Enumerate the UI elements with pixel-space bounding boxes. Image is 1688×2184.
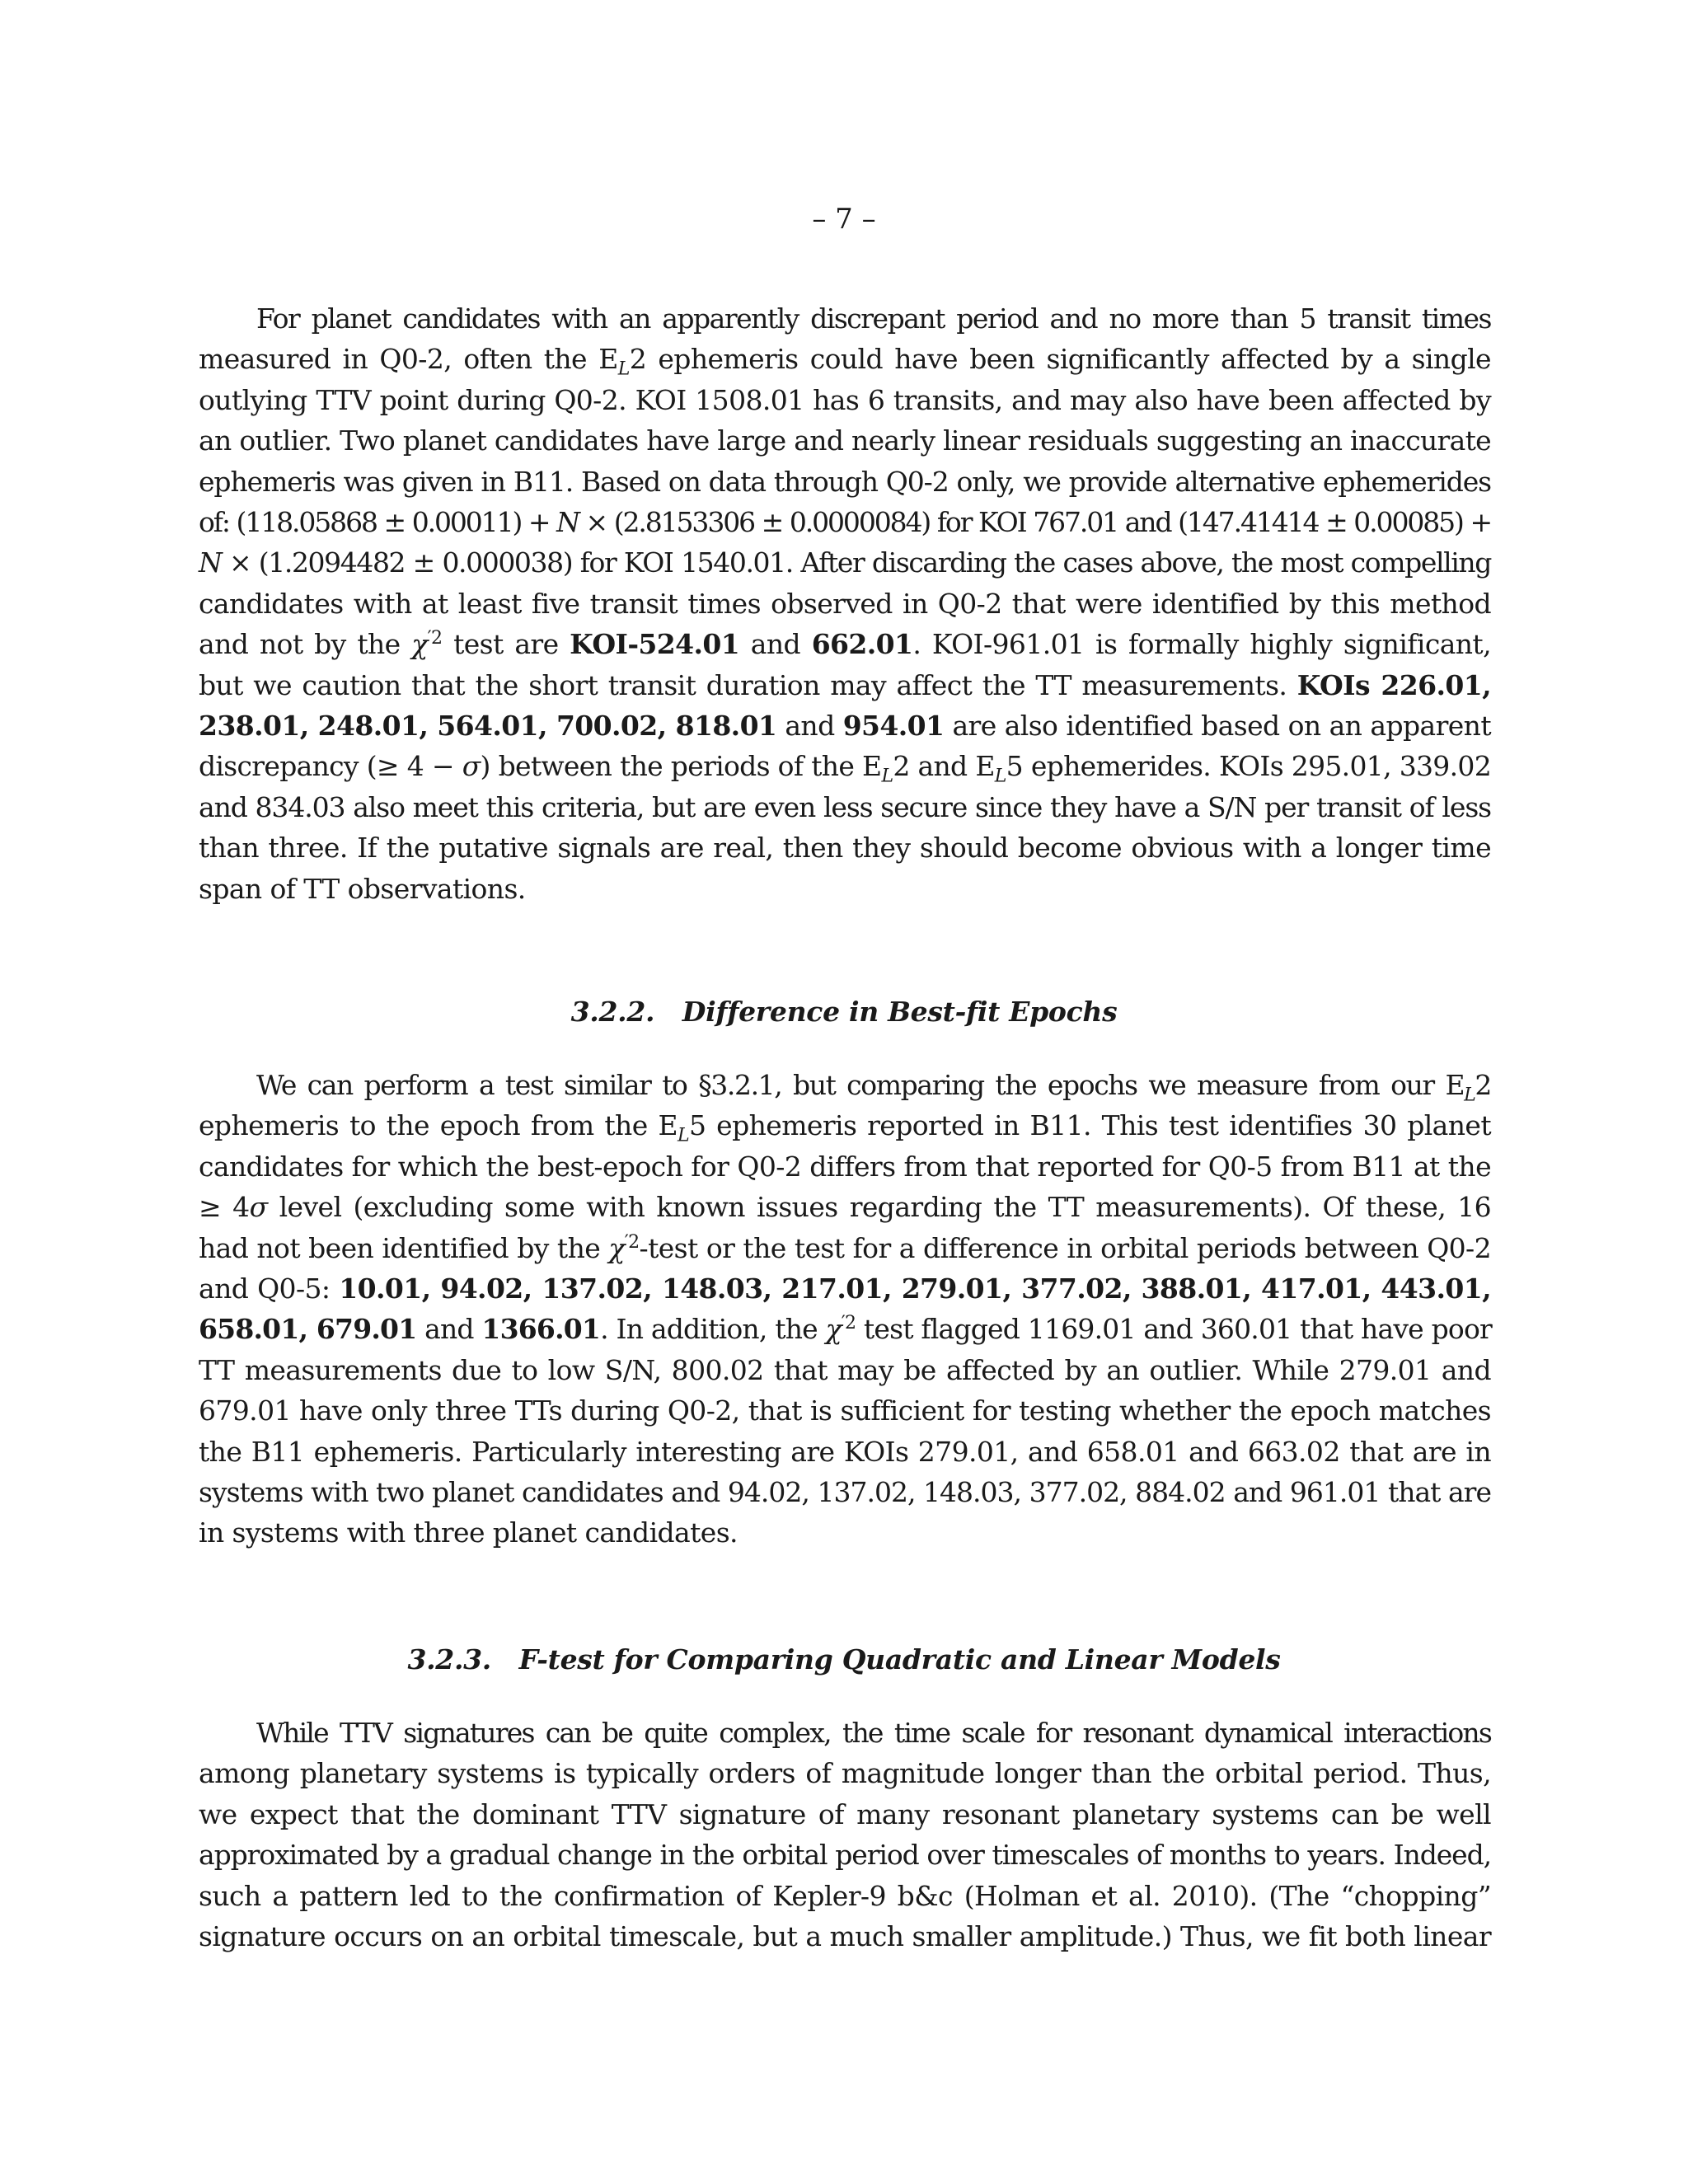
math-variable: χ (608, 1231, 625, 1264)
section-number: 3.2.3. (407, 1643, 491, 1675)
text-line (199, 705, 1491, 746)
text-run: We can perform a test similar to §3.2.1, but comparing the epochs we measure from our E (256, 1069, 1465, 1101)
math-variable: σ (249, 1191, 268, 1224)
text-run: 5 ephemeris reported in B11. This test identifies 30 planet (688, 1109, 1491, 1142)
math-subscript: L (881, 766, 893, 788)
text-run: candidates with at least five transit times observed in Q0-2 that were identified by this method (199, 587, 1491, 620)
text-run: 679.01 have only three TTs during Q0-2, that is sufficient for testing whether the epoch matches (199, 1394, 1491, 1427)
text-run: approximated by a gradual change in the orbital period over timescales of months to years. Indeed, (199, 1839, 1491, 1872)
text-line (199, 542, 1491, 583)
text-line (199, 746, 1491, 786)
text-run: test flagged 1169.01 and 360.01 that have poor (856, 1313, 1493, 1346)
text-line (199, 462, 1491, 502)
text-run: 2 ephemeris could have been significantly affected by a single (629, 343, 1491, 376)
math-variable: N (556, 506, 579, 539)
text-line (199, 1187, 1491, 1227)
paragraph-1 (199, 298, 1491, 909)
math-variable: σ (462, 750, 481, 783)
text-run: 5 ephemerides. KOIs 295.01, 339.02 (1006, 750, 1491, 783)
text-run: than three. If the putative signals are real, then they should become obvious with a longer time (199, 832, 1491, 865)
section-title: Difference in Best-fit Epochs (682, 996, 1118, 1028)
text-line (199, 502, 1491, 542)
text-line (199, 583, 1491, 624)
bold-koi-list: 10.01, 94.02, 137.02, 148.03, 217.01, 279.01, 377.02, 388.01, 417.01, 443.01, (339, 1272, 1491, 1305)
text-run: of: (118.05868 ± 0.00011) + (199, 506, 557, 539)
text-run: and (416, 1313, 482, 1346)
text-run: in systems with three planet candidates. (199, 1516, 738, 1549)
text-run: had not been identified by the (199, 1231, 609, 1264)
math-subscript: L (677, 1126, 689, 1146)
text-line (199, 1916, 1491, 1957)
text-run: but we caution that the short transit duration may affect the TT measurements. (199, 668, 1297, 701)
text-line (199, 624, 1491, 664)
text-line (199, 1713, 1491, 1753)
math-subscript: L (994, 766, 1006, 788)
text-run: TT measurements due to low S/N, 800.02 that may be affected by an outlier. While 279.01 and (199, 1353, 1491, 1386)
text-run: an outlier. Two planet candidates have large and nearly linear residuals suggesting an inaccurate (199, 424, 1491, 457)
math-variable: N (199, 546, 222, 579)
text-run: span of TT observations. (199, 872, 526, 905)
paragraph-2 (199, 1065, 1491, 1554)
text-line (199, 339, 1491, 379)
text-run: we expect that the dominant TTV signature of many resonant planetary systems can be well (199, 1797, 1491, 1830)
bold-koi: 238.01, 248.01, 564.01, 700.02, 818.01 (199, 710, 777, 743)
text-run: outlying TTV point during Q0-2. KOI 1508.01 has 6 transits, and may also have been affected by (199, 383, 1491, 416)
section-number: 3.2.2. (570, 996, 655, 1028)
text-run: and Q0-5: (199, 1272, 340, 1305)
text-run: and 834.03 also meet this criteria, but are even less secure since they have a S/N per transit of less (199, 790, 1491, 823)
text-line (199, 1309, 1491, 1349)
text-run: ) between the periods of the E (480, 750, 882, 783)
text-line (199, 1228, 1491, 1268)
text-run: candidates for which the best-epoch for Q0-2 differs from that reported for Q0-5 from B11 at the (199, 1150, 1491, 1183)
bold-koi-list: 658.01, 679.01 (199, 1313, 417, 1346)
text-run: 2 and E (893, 750, 995, 783)
text-line (199, 380, 1491, 420)
text-line (199, 1512, 1491, 1553)
section-title: -test for Comparing Quadratic and Linear Models (537, 1643, 1281, 1675)
text-run: are also identified based on an apparent (944, 710, 1492, 743)
text-line (199, 1753, 1491, 1793)
section-heading-3-2-2 (0, 996, 1688, 1029)
text-line (199, 1268, 1491, 1309)
text-line (199, 1146, 1491, 1187)
text-line (199, 1794, 1491, 1835)
text-run: among planetary systems is typically orders of magnitude longer than the orbital period. Thus, (199, 1757, 1491, 1790)
bold-koi: 662.01 (811, 628, 913, 661)
text-run: While TTV signatures can be quite complex, the time scale for resonant dynamical interactions (256, 1717, 1491, 1749)
text-line (199, 1350, 1491, 1390)
text-run: and not by the (199, 628, 412, 661)
text-line (199, 298, 1491, 339)
math-variable: χ (825, 1313, 842, 1346)
math-subscript: L (1464, 1085, 1475, 1106)
paragraph-3 (199, 1713, 1491, 1957)
text-line (199, 1472, 1491, 1512)
section-heading-3-2-3 (0, 1643, 1688, 1676)
text-run: ephemeris was given in B11. Based on data through Q0-2 only, we provide alternative ephemerides (199, 465, 1491, 498)
text-line (199, 1390, 1491, 1431)
text-run: test are (442, 628, 570, 661)
text-run: . KOI-961.01 is formally highly significant, (912, 628, 1491, 661)
text-line (199, 1105, 1491, 1146)
text-run: discrepancy (≥ 4 − (199, 750, 462, 783)
math-variable: χ (411, 628, 428, 661)
bold-koi: KOIs 226.01, (1296, 668, 1491, 701)
text-run: ephemeris to the epoch from the E (199, 1109, 678, 1142)
text-line (199, 787, 1491, 827)
text-line (199, 1432, 1491, 1472)
math-superscript: ′2 (427, 628, 443, 649)
text-run: such a pattern led to the confirmation of Kepler-9 b&c (Holman et al. 2010). (The “chopping” (199, 1879, 1491, 1912)
text-run: × (1.2094482 ± 0.000038) for KOI 1540.01. After discarding the cases above, the most compelling (221, 546, 1491, 579)
text-line (199, 1065, 1491, 1105)
text-line (199, 420, 1491, 461)
text-run: and (739, 628, 812, 661)
math-superscript: ′2 (624, 1231, 640, 1253)
text-run: . In addition, the (600, 1313, 826, 1346)
math-variable: F (518, 1643, 537, 1675)
text-run: ≥ 4 (199, 1191, 250, 1224)
text-line (199, 827, 1491, 868)
bold-koi: 954.01 (842, 710, 945, 743)
text-run: the B11 ephemeris. Particularly interesting are KOIs 279.01, and 658.01 and 663.02 that are in (199, 1435, 1491, 1468)
bold-koi: 1366.01 (481, 1313, 601, 1346)
text-run: 2 (1475, 1069, 1491, 1101)
bold-koi: KOI-524.01 (570, 628, 740, 661)
text-run: For planet candidates with an apparently discrepant period and no more than 5 transit times (256, 302, 1491, 335)
text-line (199, 665, 1491, 705)
math-superscript: ′2 (841, 1313, 856, 1334)
text-run: measured in Q0-2, often the E (199, 343, 618, 376)
text-run: systems with two planet candidates and 94.02, 137.02, 148.03, 377.02, 884.02 and 961.01 that are (199, 1476, 1491, 1509)
text-run: level (excluding some with known issues regarding the TT measurements). Of these, 16 (267, 1191, 1492, 1224)
page-number: – 7 – (812, 203, 876, 236)
text-line (199, 1876, 1491, 1916)
text-run: signature occurs on an orbital timescale, but a much smaller amplitude.) Thus, we fit both linear (199, 1920, 1491, 1953)
text-line (199, 869, 1491, 909)
text-line (199, 1835, 1491, 1875)
text-run: -test or the test for a difference in orbital periods between Q0-2 (639, 1231, 1491, 1264)
math-subscript: L (617, 359, 630, 380)
text-run: × (2.8153306 ± 0.0000084) for KOI 767.01 and (147.41414 ± 0.00085) + (578, 506, 1491, 539)
text-run: and (776, 710, 843, 743)
